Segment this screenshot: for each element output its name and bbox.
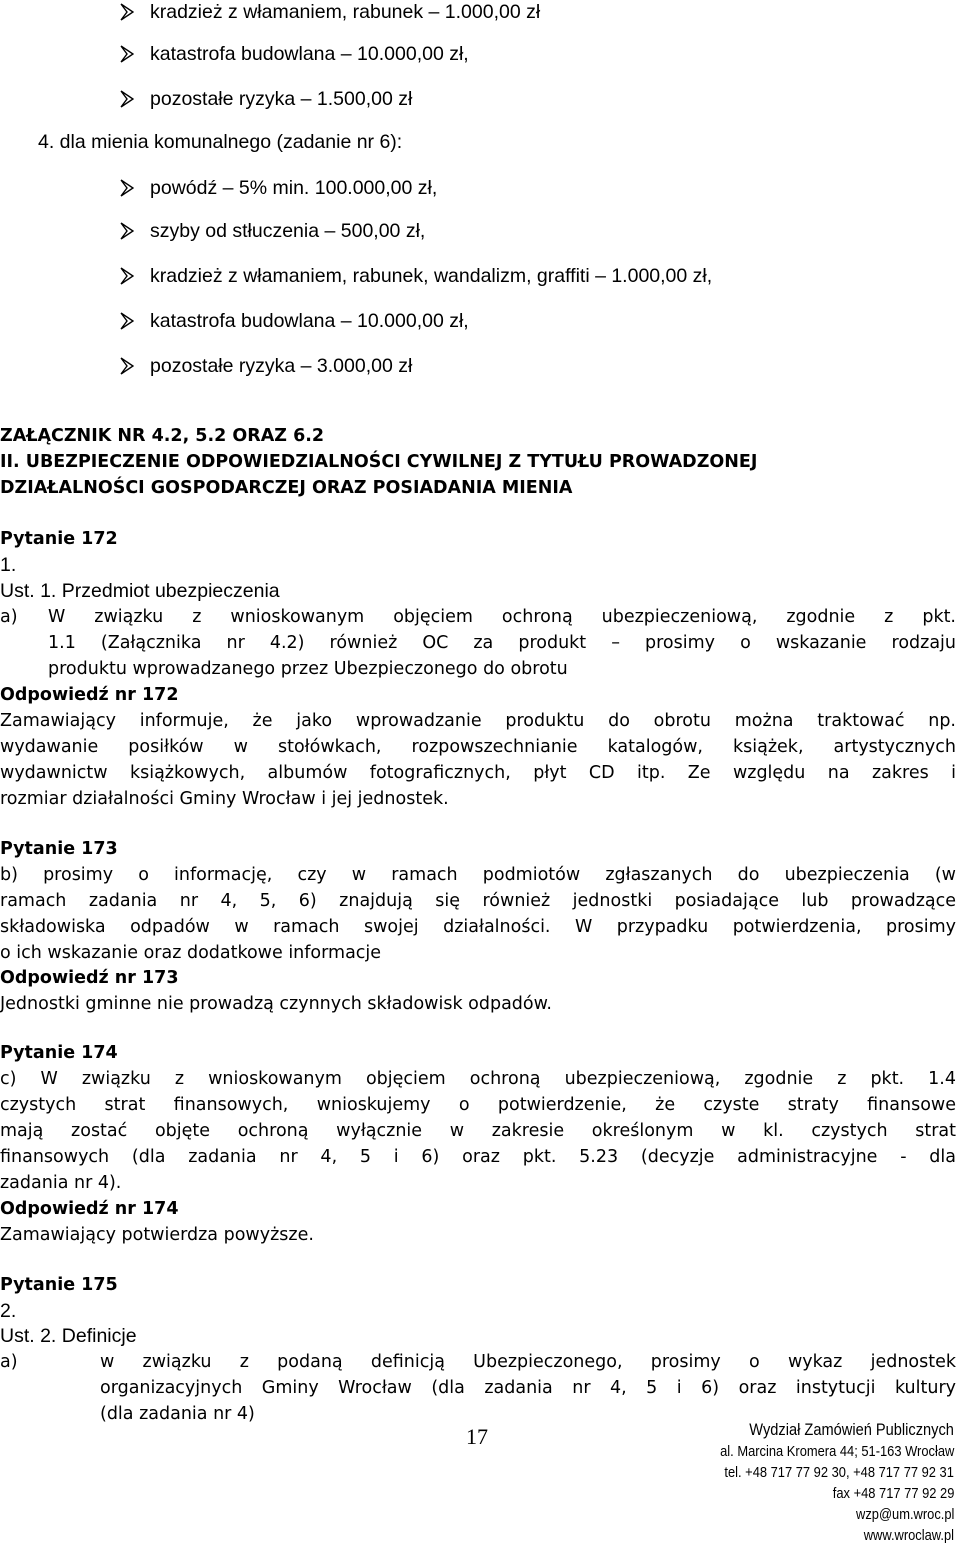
- question-text: w związku z podaną definicją Ubezpieczonego, prosimy o wykaz jednostek: [100, 1352, 956, 1372]
- list-item: pozostałe ryzyka – 3.000,00 zł: [150, 355, 413, 377]
- list-item: katastrofa budowlana – 10.000,00 zł,: [150, 310, 469, 332]
- answer-text: rozmiar działalności Gminy Wrocław i jej jednostek.: [0, 789, 449, 809]
- footer-department: Wydział Zamówień Publicznych: [749, 1420, 954, 1439]
- list-item: kradzież z włamaniem, rabunek – 1.000,00 zł: [150, 1, 541, 23]
- question-text: zadania nr 4).: [0, 1173, 122, 1193]
- question-text: finansowych (dla zadania nr 4, 5 i 6) oraz pkt. 5.23 (decyzje administracyjne - dla: [0, 1147, 956, 1167]
- question-title: Pytanie 173: [0, 839, 118, 859]
- answer-text: wydawnictw książkowych, albumów fotograficznych, płyt CD itp. Ze względu na zakres i: [0, 763, 956, 783]
- bullet-arrow-icon: [120, 90, 134, 108]
- question-text: W związku z wnioskowanym objęciem ochroną ubezpieczeniową, zgodnie z pkt.: [48, 607, 956, 627]
- question-text: organizacyjnych Gminy Wrocław (dla zadania nr 4, 5 i 6) oraz instytucji kultury: [100, 1378, 956, 1398]
- list-item: pozostałe ryzyka – 1.500,00 zł: [150, 88, 413, 110]
- question-text: o ich wskazanie oraz dodatkowe informacje: [0, 943, 382, 963]
- question-text: mają zostać objęte ochroną wyłącznie w zakresie określonym w kl. czystych strat: [0, 1121, 956, 1141]
- clause-heading: Ust. 1. Przedmiot ubezpieczenia: [0, 580, 280, 602]
- section-heading: II. UBEZPIECZENIE ODPOWIEDZIALNOŚCI CYWILNEJ Z TYTUŁU PROWADZONEJ: [0, 452, 758, 472]
- bullet-arrow-icon: [120, 267, 134, 285]
- bullet-arrow-icon: [120, 357, 134, 375]
- list-item: powódź – 5% min. 100.000,00 zł,: [150, 177, 438, 199]
- bullet-arrow-icon: [120, 222, 134, 240]
- attachment-heading: ZAŁĄCZNIK NR 4.2, 5.2 ORAZ 6.2: [0, 426, 325, 446]
- question-title: Pytanie 174: [0, 1043, 118, 1063]
- bullet-arrow-icon: [120, 179, 134, 197]
- numbered-item: 4. dla mienia komunalnego (zadanie nr 6):: [38, 131, 403, 153]
- footer-email: wzp@um.wroc.pl: [855, 1506, 954, 1523]
- footer-phone: tel. +48 717 77 92 30, +48 717 77 92 31: [724, 1464, 954, 1481]
- item-label: a): [0, 607, 18, 627]
- item-label: a): [0, 1352, 18, 1372]
- question-text: składowiska odpadów w ramach swojej działalności. W przypadku potwierdzenia, prosimy: [0, 917, 956, 937]
- bullet-arrow-icon: [120, 3, 134, 21]
- footer-address: al. Marcina Kromera 44; 51-163 Wrocław: [719, 1443, 954, 1460]
- question-text: ramach zadania nr 4, 5, 6) znajdują się również jednostki posiadające lub prowadzące: [0, 891, 956, 911]
- clause-heading: Ust. 2. Definicje: [0, 1325, 137, 1347]
- question-text: (dla zadania nr 4): [100, 1404, 255, 1424]
- answer-title: Odpowiedź nr 174: [0, 1199, 179, 1219]
- page-number: 17: [466, 1424, 488, 1449]
- bullet-arrow-icon: [120, 312, 134, 330]
- answer-title: Odpowiedź nr 173: [0, 968, 179, 988]
- question-text: b) prosimy o informację, czy w ramach podmiotów zgłaszanych do ubezpieczenia (w: [0, 865, 956, 885]
- answer-text: wydawanie posiłków w stołówkach, rozpowszechnianie katalogów, książek, artystycznych: [0, 737, 956, 757]
- list-item: kradzież z włamaniem, rabunek, wandalizm, graffiti – 1.000,00 zł,: [150, 265, 713, 287]
- answer-text: Zamawiający informuje, że jako wprowadzanie produktu do obrotu można traktować np.: [0, 711, 956, 731]
- list-item: szyby od stłuczenia – 500,00 zł,: [150, 220, 426, 242]
- question-text: c) W związku z wnioskowanym objęciem ochroną ubezpieczeniową, zgodnie z pkt. 1.4: [0, 1069, 956, 1089]
- question-number: 2.: [0, 1300, 17, 1322]
- question-text: czystych strat finansowych, wnioskujemy o potwierdzenie, że czyste straty finansowe: [0, 1095, 956, 1115]
- question-title: Pytanie 175: [0, 1275, 118, 1295]
- footer-website: www.wroclaw.pl: [863, 1527, 954, 1544]
- section-heading: DZIAŁALNOŚCI GOSPODARCZEJ ORAZ POSIADANIA MIENIA: [0, 478, 573, 498]
- question-title: Pytanie 172: [0, 529, 118, 549]
- answer-text: Zamawiający potwierdza powyższe.: [0, 1225, 314, 1245]
- question-text: 1.1 (Załącznika nr 4.2) również OC za produkt – prosimy o wskazanie rodzaju: [48, 633, 956, 653]
- question-number: 1.: [0, 554, 17, 576]
- bullet-arrow-icon: [120, 45, 134, 63]
- question-text: produktu wprowadzanego przez Ubezpieczonego do obrotu: [48, 659, 568, 679]
- answer-title: Odpowiedź nr 172: [0, 685, 179, 705]
- answer-text: Jednostki gminne nie prowadzą czynnych składowisk odpadów.: [0, 994, 552, 1014]
- footer-fax: fax +48 717 77 92 29: [832, 1485, 954, 1502]
- list-item: katastrofa budowlana – 10.000,00 zł,: [150, 43, 469, 65]
